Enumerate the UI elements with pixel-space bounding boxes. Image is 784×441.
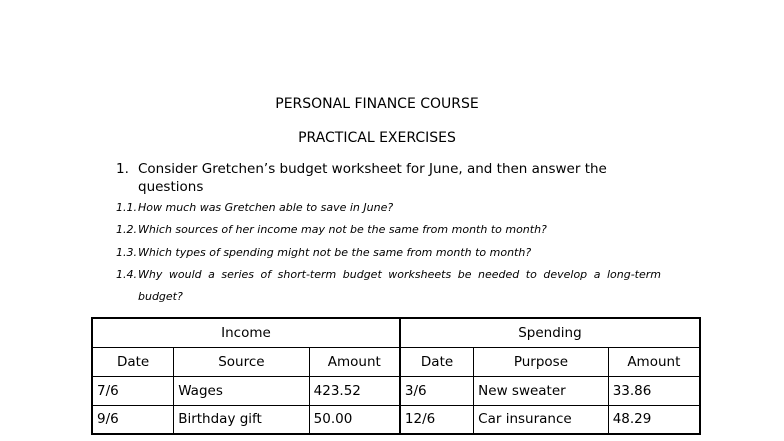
table-cell: 50.00 [309,405,400,434]
table-row [92,405,700,434]
column-header-spending-date: Date [400,347,474,376]
question-number: 1. [116,161,129,177]
subquestion-number: 1.4. [116,268,137,281]
table-cell: 3/6 [400,376,474,405]
column-header-income-amount: Amount [309,347,400,376]
table-cell: Birthday gift [174,405,309,434]
subquestion-1-4 [116,264,661,308]
subquestion-1-2 [116,219,661,241]
subquestion-number: 1.2. [116,223,137,236]
income-group-header: Income [92,318,400,347]
question-1 [116,160,676,196]
table-cell: 9/6 [92,405,174,434]
table-cell: 33.86 [608,376,700,405]
table-row [92,376,700,405]
subquestion-1-3 [116,242,661,264]
table-group-header-row [92,318,700,347]
table-cell: 423.52 [309,376,400,405]
table-cell: 7/6 [92,376,174,405]
spending-group-header: Spending [400,318,700,347]
subquestion-text: Why would a series of short-term budget worksheets be needed to develop a long-term budget? [138,268,661,303]
table-cell: New sweater [474,376,609,405]
table-cell: 12/6 [400,405,474,434]
subquestion-text: Which sources of her income may not be the same from month to month? [138,223,547,236]
budget-worksheet-table [91,317,701,435]
table-cell: Wages [174,376,309,405]
column-header-spending-amount: Amount [608,347,700,376]
subquestion-1-1 [116,197,661,219]
subquestion-number: 1.3. [116,246,137,259]
subquestion-text: Which types of spending might not be the same from month to month? [138,246,532,259]
subquestion-number: 1.1. [116,201,137,214]
column-header-source: Source [174,347,309,376]
question-text: Consider Gretchen’s budget worksheet for June, and then answer the questions [138,161,607,195]
column-header-purpose: Purpose [474,347,609,376]
table-cell: Car insurance [474,405,609,434]
column-header-income-date: Date [92,347,174,376]
table-cell: 48.29 [608,405,700,434]
document-title: PERSONAL FINANCE COURSE [275,96,479,112]
subquestion-text: How much was Gretchen able to save in June? [138,201,394,214]
document-subtitle: PRACTICAL EXERCISES [298,130,456,146]
table-header-row [92,347,700,376]
